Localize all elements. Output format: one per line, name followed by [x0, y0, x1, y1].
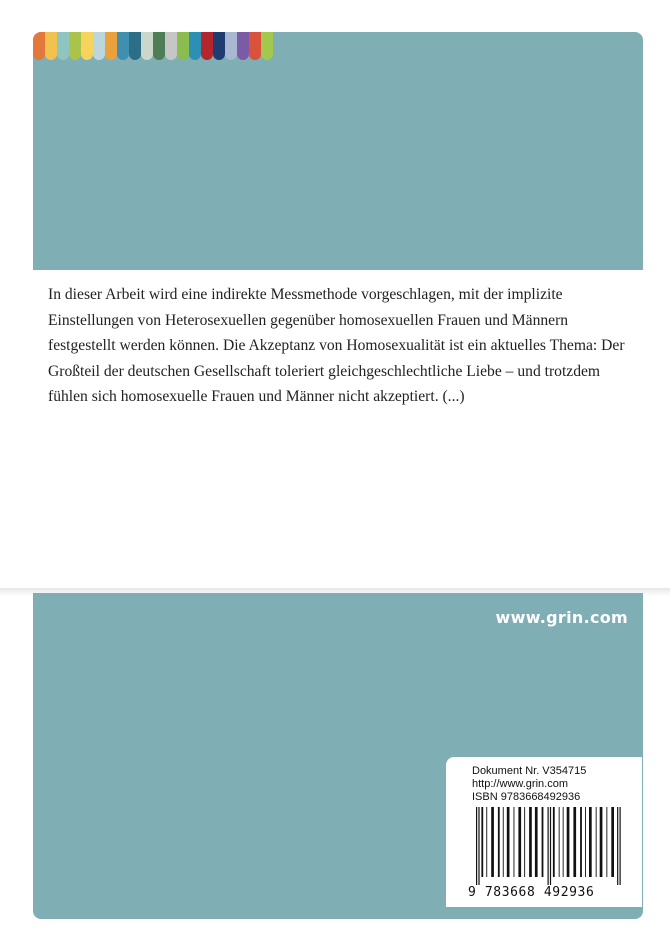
color-stripe [69, 32, 81, 60]
color-stripe [165, 32, 177, 60]
barcode-bar [486, 807, 487, 877]
barcode-bar [535, 807, 538, 877]
barcode-bar [580, 807, 582, 877]
color-stripe [213, 32, 225, 60]
barcode-bar [529, 807, 532, 877]
color-stripe [177, 32, 189, 60]
barcode-bar [563, 807, 564, 877]
color-stripe [129, 32, 141, 60]
color-stripe [189, 32, 201, 60]
color-stripe [93, 32, 105, 60]
document-info [472, 765, 586, 804]
color-stripe [141, 32, 153, 60]
barcode-bar [481, 807, 483, 877]
barcode-bar [600, 807, 603, 877]
barcode-bar [567, 807, 570, 877]
barcode-bar [498, 807, 500, 877]
color-stripe [105, 32, 117, 60]
barcode-bar [606, 807, 607, 877]
color-stripe [201, 32, 213, 60]
isbn-barcode [474, 807, 634, 885]
barcode-bar [585, 807, 586, 877]
isbn-label: ISBN 9783668492936 [472, 791, 581, 803]
barcode-bar [503, 807, 504, 877]
barcode-bar [553, 807, 555, 877]
color-stripe [33, 32, 45, 60]
barcode-bar [514, 807, 515, 877]
barcode-bar [524, 807, 525, 877]
color-stripe [57, 32, 69, 60]
barcode-bar [611, 807, 614, 877]
color-stripe [261, 32, 273, 60]
cover-top-panel [33, 32, 643, 270]
barcode-bar [573, 807, 576, 877]
publisher-website[interactable]: www.grin.com [495, 608, 628, 627]
color-stripe [81, 32, 93, 60]
color-stripe [249, 32, 261, 60]
barcode-bar [478, 807, 479, 885]
barcode-bar [559, 807, 560, 877]
barcode-bar [550, 807, 551, 885]
barcode-bar [548, 807, 549, 885]
color-stripe [45, 32, 57, 60]
color-stripe [225, 32, 237, 60]
barcode-bar [507, 807, 510, 877]
barcode-bar [596, 807, 597, 877]
barcode-bar [476, 807, 477, 885]
barcode-bar [620, 807, 621, 885]
document-number: Dokument Nr. V354715 [472, 765, 587, 777]
barcode-bar [617, 807, 618, 885]
back-cover-blurb: In dieser Arbeit wird eine indirekte Messmethode vorgeschlagen, mit der implizite Einstellungen von Heterosexuellen gegenüber homosexuellen Frauen und Männern festgestellt werden können. Die Akzeptanz von Homosexualität ist ein aktuelles Thema: Der Großteil der deutschen Gesellschaft toleriert gleichgeschlechtliche Liebe – und trotzdem fühlen sich homosexuelle Frauen und Männer nicht akzeptiert. (...) [48, 286, 625, 405]
barcode-bar [518, 807, 521, 877]
barcode-box [446, 757, 642, 907]
barcode-bar [589, 807, 592, 877]
color-stripe [117, 32, 129, 60]
document-url[interactable]: http://www.grin.com [472, 778, 568, 790]
barcode-digits: 9 783668 492936 [468, 885, 595, 900]
color-stripe [153, 32, 165, 60]
barcode-bar [491, 807, 494, 877]
barcode-bar [542, 807, 544, 877]
color-stripe [237, 32, 249, 60]
color-stripes [33, 32, 273, 60]
